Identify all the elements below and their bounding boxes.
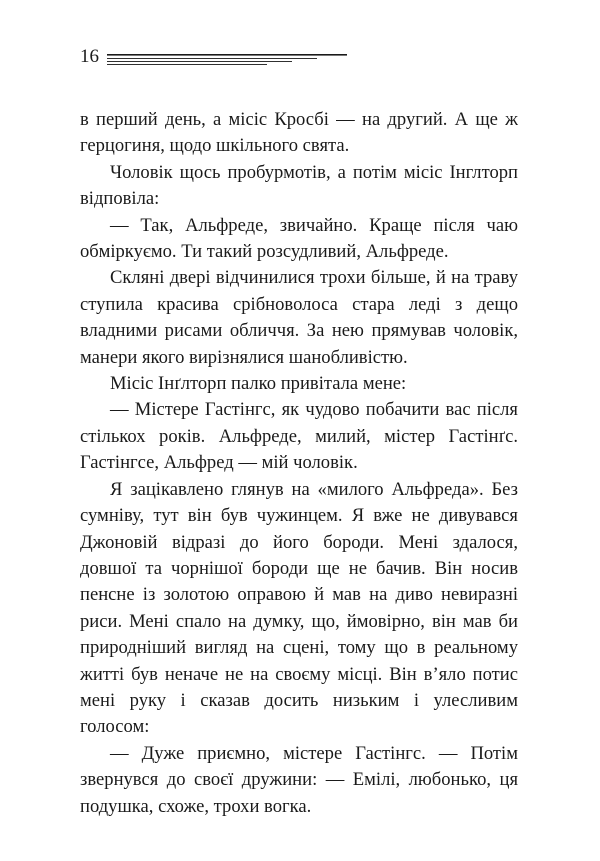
paragraph-1: в перший день, а місіс Кросбі — на другий. А ще ж герцогиня, щодо шкільного свята. [80,109,518,157]
paragraph-2: Чоловік щось пробурмотів, а потім місіс Інглторп відповіла: [80,161,518,210]
page-number: 16 [80,46,99,67]
header-rule [107,54,347,66]
paragraph-7: Я зацікавлено глянув на «милого Альфреда». Без сумніву, тут він був чужинцем. Я вже не дивувався Джоновій відразі до його бороди. Мені здалося, довшої та чорнішої бороди ще не бачив. Він носив пенсне із золотою оправою й мав на диво невиразні риси. Мені спало на думку, що, ймовірно, він мав би природніший вигляд на сцені, тому що в реальному житті був неначе не на своєму місці. Він в’яло потис мені руку і сказав досить низьким і улесливим голосом: [80,478,518,738]
paragraph-6: — Містере Гастінгс, як чудово побачити вас після стількох років. Альфреде, милий, містер Гастінґс. Гастінгсе, Альфред — мій чоловік. [80,399,518,474]
body-text [80,107,518,820]
paragraph-8: — Дуже приємно, містере Гастінгс. — Потім звернувся до своєї дружини: — Емілі, любонько, ця подушка, схоже, трохи вогка. [80,742,518,817]
paragraph-4: Скляні двері відчинилися трохи більше, й на траву ступила красива срібноволоса стара леді з дещо владними рисами обличчя. За нею прямував чоловік, манери якого вирізнялися шанобливістю. [80,267,518,368]
running-header [80,44,520,74]
paragraph-3: — Так, Альфреде, звичайно. Краще після чаю обміркуємо. Ти такий розсудливий, Альфреде. [80,214,518,263]
paragraph-5: Місіс Інґлторп палко привітала мене: [110,373,407,395]
